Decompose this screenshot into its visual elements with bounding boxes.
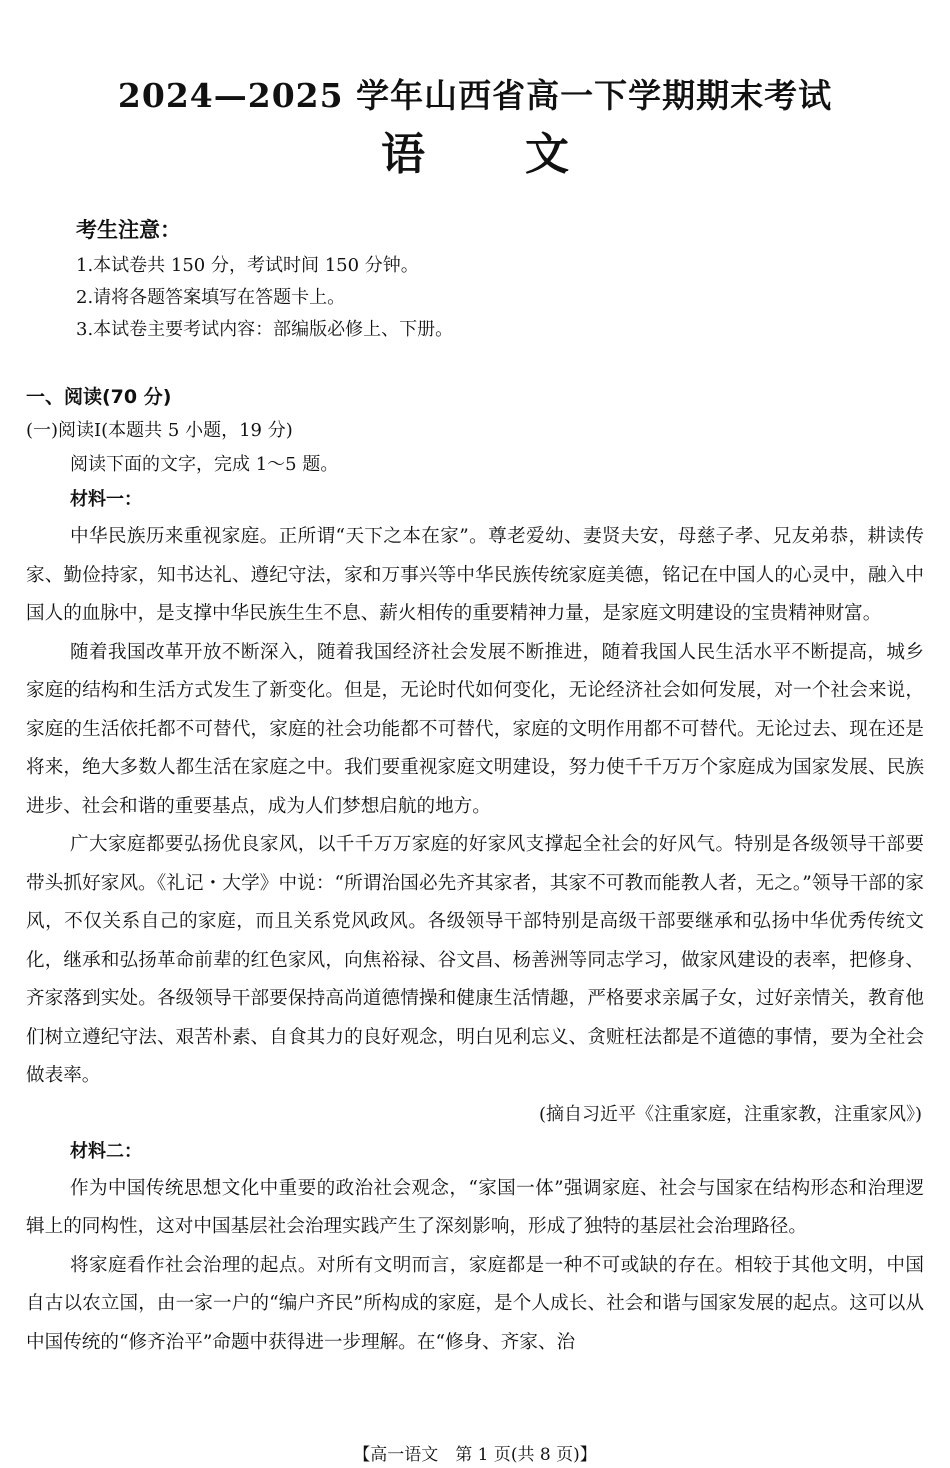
material-one-paragraph: 广大家庭都要弘扬优良家风，以千千万万家庭的好家风支撑起全社会的好风气。特别是各级领导干部要带头抓好家风。《礼记・大学》中说：“所谓治国必先齐其家者，其家不可教而能教人者，无之。”领导干部的家风，不仅关系自己的家庭，而且关系党风政风。各级领导干部特别是高级干部要继承和弘扬中华优秀传统文化，继承和弘扬革命前辈的红色家风，向焦裕禄、谷文昌、杨善洲等同志学习，做家风建设的表率，把修身、齐家落到实处。各级领导干部要保持高尚道德情操和健康生活情趣，严格要求亲属子女，过好亲情关，教育他们树立遵纪守法、艰苦朴素、自食其力的良好观念，明白见利忘义、贪赃枉法都是不道德的事情，要为全社会做表率。 (26, 834, 924, 1086)
notice-title: 考生注意： (76, 218, 181, 242)
exam-title: 2024—2025 学年山西省高一下学期期末考试 (117, 76, 833, 115)
page-footer: 【高一语文 第 1 页(共 8 页)】 (353, 1445, 597, 1465)
candidate-notice (76, 214, 916, 346)
notice-item: 1.本试卷共 150 分，考试时间 150 分钟。 (76, 255, 419, 276)
notice-item: 3.本试卷主要考试内容：部编版必修上、下册。 (76, 319, 454, 340)
subject-title: 语文 (381, 129, 669, 180)
section-heading: 一、阅读(70 分) (26, 386, 172, 408)
material-one-label: 材料一： (70, 489, 142, 510)
material-one-paragraph: 中华民族历来重视家庭。正所谓“天下之本在家”。尊老爱幼、妻贤夫安，母慈子孝、兄友弟恭，耕读传家、勤俭持家，知书达礼、遵纪守法，家和万事兴等中华民族传统家庭美德，铭记在中国人的心灵中，融入中国人的血脉中，是支撑中华民族生生不息、薪火相传的重要精神力量，是家庭文明建设的宝贵精神财富。 (26, 526, 924, 624)
material-two-paragraph: 作为中国传统思想文化中重要的政治社会观念，“家国一体”强调家庭、社会与国家在结构形态和治理逻辑上的同构性，这对中国基层社会治理实践产生了深刻影响，形成了独特的基层社会治理路径。 (26, 1177, 924, 1237)
reading-instruction: 阅读下面的文字，完成 1～5 题。 (70, 454, 339, 475)
material-one-paragraph: 随着我国改革开放不断深入，随着我国经济社会发展不断推进，随着我国人民生活水平不断提高，城乡家庭的结构和生活方式发生了新变化。但是，无论时代如何变化，无论经济社会如何发展，对一个社会来说，家庭的生活依托都不可替代，家庭的社会功能都不可替代，家庭的文明作用都不可替代。无论过去、现在还是将来，绝大多数人都生活在家庭之中。我们要重视家庭文明建设，努力使千千万万个家庭成为国家发展、民族进步、社会和谐的重要基点，成为人们梦想启航的地方。 (26, 641, 924, 817)
material-two-paragraph: 将家庭看作社会治理的起点。对所有文明而言，家庭都是一种不可或缺的存在。相较于其他文明，中国自古以农立国，由一家一户的“编户齐民”所构成的家庭，是个人成长、社会和谐与国家发展的起点。这可以从中国传统的“修齐治平”命题中获得进一步理解。在“修身、齐家、治 (26, 1254, 924, 1353)
material-two-label: 材料二： (70, 1140, 142, 1162)
subsection-heading: (一)阅读Ⅰ(本题共 5 小题，19 分) (26, 420, 293, 441)
reading-section (26, 380, 924, 1362)
material-one-source: (摘自习近平《注重家庭，注重家教，注重家风》) (538, 1103, 922, 1125)
notice-item: 2.请将各题答案填写在答题卡上。 (76, 287, 346, 308)
